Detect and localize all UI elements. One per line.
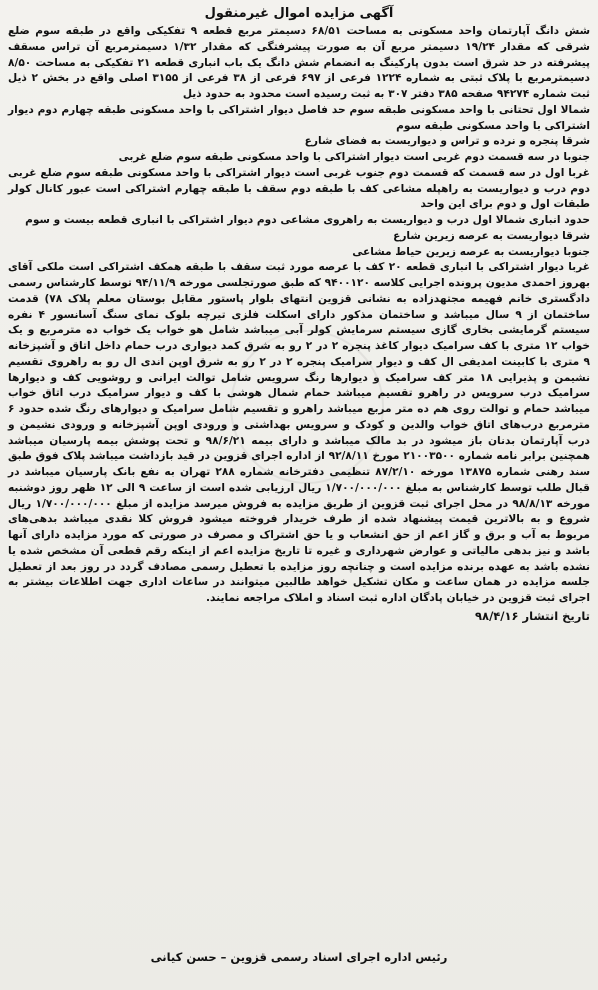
notice-paragraph-east: شرقا پنجره و نرده و تراس و دیواریست به فضای شارع	[304, 135, 590, 148]
notice-paragraph-details: غربا دیوار اشتراکی با انباری قطعه ۲۰ کف با عرصه مورد ثبت سقف با طبقه همکف اشتراکی است ملکی آقای بهروز احمدی مدیون پرونده اجرایی کلاسه ۹۴۰۰۱۲۰ که طبق صورتجلسی مورخه ۹۴/۱۱/۹ توسط کارشناس رسمی دادگستری خانم فهیمه مجتهدزاده به نشانی قزوین انتهای بلوار پاستور مقابل بوستان معلم پلاک ۷۸) قدمت ساختمان از ۹ سال میباشد و ساختمان مذکور دارای اسکلت فلزی تیرچه بلوک نمای سنگ آسانسور ۴ نفره سیستم گرمایشی بخاری گازی سیستم سرمایش کولر آبی میباشد شامل هو خواب یک خواب ده مترمربع و یک خواب ۱۲ متری با کف سرامیک دیوار کاغذ پنجره ۲ در ۲ رو به شرق کمد دیواری درب حمام داخل اتاق و آشپزخانه ۹ متری با کابینت امدیفی ال کف و دیوار سرامیک پنجره ۲ در ۲ رو به شرق اوپن اندی ال رو به راهروی تقسیم نشیمن و پذیرایی ۱۸ متر کف سرامیک و دیوارها رنگ سرویس شامل توالت ایرانی و روشویی کف و دیوارها سرامیک درب سرویس در راهرو تقسیم میباشد حمام شمال هوشی با کف و دیوار سرامیک درب اتاق خواب میباشد حمام و توالت روی هم ده متر مربع میباشد راهرو و تقسیم شامل سرامیک و دیوارهای رنگ شده حدود ۶ مترمربع درب‌های اتاق خواب والدین و کودک و سرویس بهداشتی و ورودی اوپن آشپزخانه و ورودی نشیمن و درب آپارتمان بدنان باز میشود در بد مالک میباشد و دارای بیمه ۹۸/۶/۲۱ و تحت پوشش بیمه پارسیان میباشد همچنین برابر نامه شماره ۲۱۰۰۳۵۰۰ مورخ ۹۲/۸/۱۱ از اداره اجرای قزوین در قید بازداشت میباشد پلاک فوق طبق سند رهنی شماره ۱۳۸۷۵ مورخه ۸۷/۲/۱۰ تنظیمی دفترخانه شماره ۲۸۸ تهران به نفع بانک پارسیان میباشد در قبال طلب توسط کارشناس به مبلغ ۱/۷۰۰/۰۰۰/۰۰۰ ریال ارزیابی شده است از ساعت ۹ الی ۱۲ ظهر روز دوشنبه مورخه ۹۸/۸/۱۳ در محل اجرای ثبت قزوین از طریق مزایده به فروش میرسد مزایده از مبلغ ۱/۷۰۰/۰۰۰/۰۰۰ ریال شروع و به بالاترین قیمت پیشنهاد شده از طرف خریدار فروخته میشود فروش کلا نقدی میباشد بدهی‌های مربوط به آب و برق و گاز اعم از حق انشعاب و یا حق اشتراک و مصرف در صورتی که مورد مزایده دارای آنها باشد و نیز بدهی مالیاتی و عوارض شهرداری و غیره تا تاریخ مزایده اعم از اینکه رقم قطعی آن مشخص شده یا نشده باشد به عهده برنده مزایده است و چنانچه روز مزایده با تعطیل رسمی مصادف گردد در روز بعد از تعطیل جلسه مزایده در همان ساعت و مکان تشکیل خواهد طالبین میتوانند در ساعات اداری جهت اطلاعات بیشتر به اجرای ثبت قزوین در خیابان پادگان اداره ثبت اسناد و املاک مراجعه نمایند.	[8, 261, 591, 604]
notice-paragraph-property: شش دانگ آپارتمان واحد مسکونی به مساحت ۶۸/۵۱ دسیمتر مربع قطعه ۹ تفکیکی واقع در طبقه سوم ضلع شرقی که مقدار ۱۹/۲۴ دسیمتر مربع آن به صورت پیشرفتگی که مقدار ۱/۳۲ دسیمترمربع آن تراس مسقف پیشرفته در حد شرق است بدون پارکینگ به انضمام شش دانگ یک باب انباری قطعه ۲۱ تفکیکی به مساحت ۸/۵۰ دسیمترمربع با پلاک ثبتی به شماره ۱۲۲۴ فرعی از ۶۹۷ فرعی از ۳۸ فرعی از ۳۱۵۵ اصلی واقع در بخش ۲ ذیل ثبت شماره ۹۴۲۷۴ صفحه ۳۸۵ دفتر ۳۰۷ به ثبت رسیده است محدود به حدود ذیل	[8, 25, 590, 100]
notice-paragraph-south: جنوبا در سه قسمت دوم غربی است دیوار اشتراکی با واحد مسکونی طبقه سوم ضلع غربی	[118, 151, 590, 163]
signature: رئیس اداره اجرای اسناد رسمی قزوین – حسن کیانی	[150, 950, 448, 964]
publish-date: تاریخ انتشار ۹۸/۴/۱۶	[475, 608, 590, 623]
notice-body	[8, 24, 590, 607]
notice-paragraph-west: غربا اول در سه قسمت که قسمت دوم جنوب غربی است دیوار اشتراکی با واحد مسکونی طبقه سوم ضلع غربی دوم درب و دیواریست به راهپله مشاعی کف با طبقه دوم سقف با طبقه چهارم اشتراکی است عبور کانال کولر طبقات اول و دوم برای این واحد	[8, 166, 590, 211]
notice-title: آگهی مزایده اموال غیرمنقول	[204, 6, 394, 21]
notice-paragraph-north: شمالا اول تحتانی با واحد مسکونی طبقه سوم حد فاصل دیوار اشتراکی با واحد مسکونی طبقه چهارم دوم دیوار اشتراکی با واحد مسکونی طبقه سوم	[8, 103, 590, 132]
notice-paragraph-storage-north: حدود انباری شمالا اول درب و دیواریست به راهروی مشاعی دوم دیوار اشتراکی با انباری قطعه بیست و سوم	[25, 214, 590, 226]
notice-paragraph-storage-east: شرقا دیواریست به عرصه زیرین شارع	[393, 229, 590, 242]
notice-paragraph-storage-south: جنوبا دیواریست به عرصه زیرین حیاط مشاعی	[352, 245, 590, 258]
